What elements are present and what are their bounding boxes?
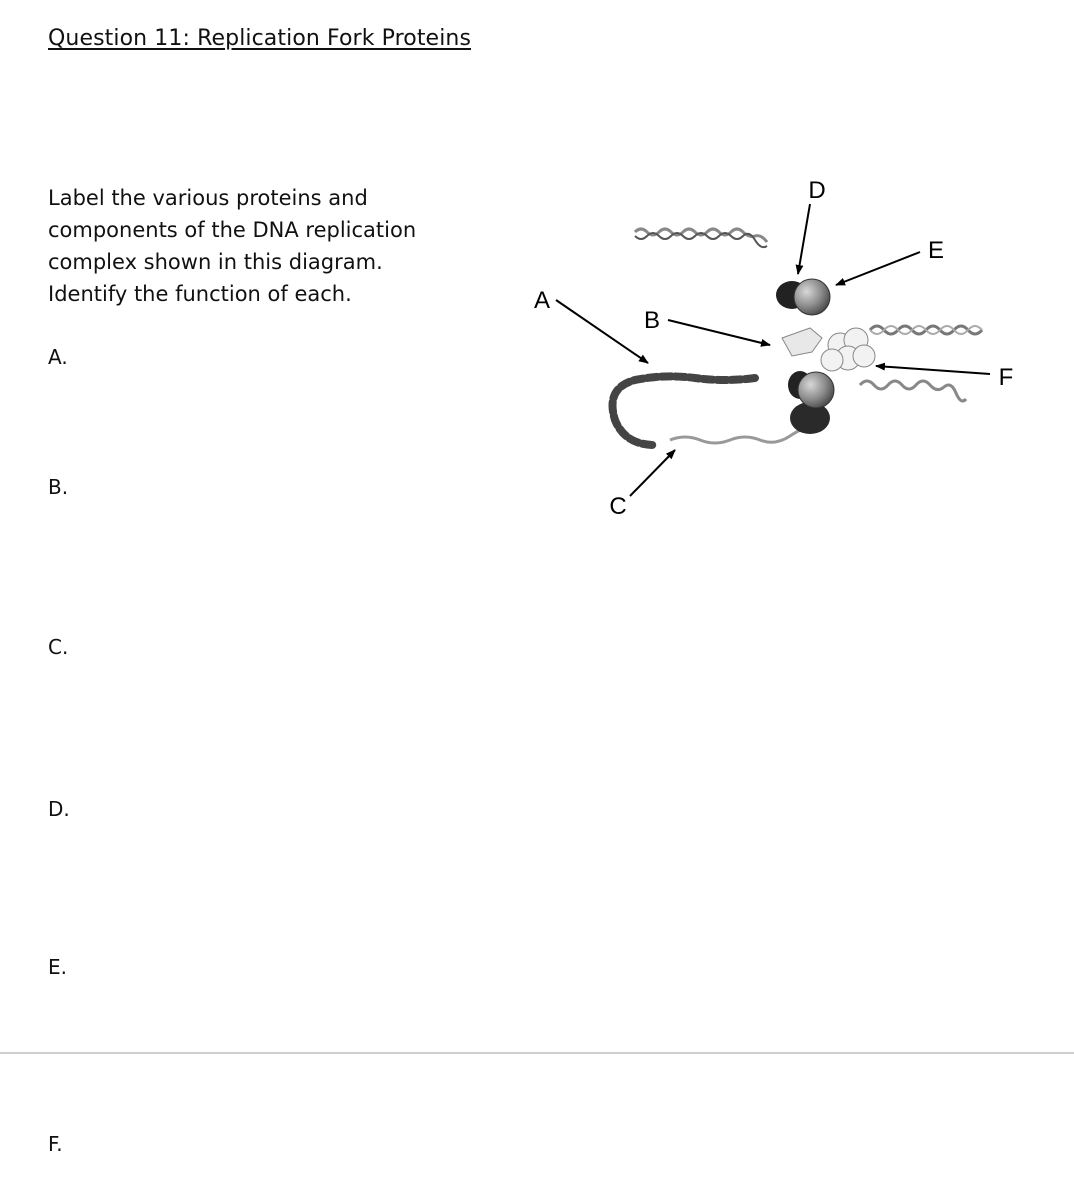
arrow-f: [876, 366, 990, 374]
replication-fork-diagram: [520, 170, 1050, 530]
upper-dna-strand: [635, 229, 767, 242]
diagram-label-a: A: [533, 287, 551, 314]
question-title: Question 11: Replication Fork Proteins: [48, 26, 472, 51]
lower-polymerase: [798, 372, 834, 408]
answer-label-c: C.: [48, 635, 69, 659]
arrow-c: [630, 450, 675, 496]
diagram-label-b: B: [643, 307, 661, 334]
upper-polymerase: [794, 279, 830, 315]
answer-label-a: A.: [48, 345, 68, 369]
diagram-label-f: F: [998, 364, 1014, 391]
question-instructions: Label the various proteins and components of the DNA replication complex shown in this diagram. Identify the function of each.: [48, 186, 417, 306]
diagram-label-e: E: [927, 237, 945, 264]
diagram-label-c: C: [609, 493, 627, 520]
answer-label-e: E.: [48, 955, 67, 979]
arrow-b: [668, 320, 770, 345]
answer-label-b: B.: [48, 475, 69, 499]
arrow-e: [836, 252, 920, 285]
arrow-d: [798, 204, 810, 274]
answer-label-f: F.: [48, 1132, 63, 1156]
lower-right-strand: [860, 381, 966, 401]
primase-shape: [782, 328, 822, 356]
helicase-shape: [821, 328, 875, 371]
answer-label-d: D.: [48, 797, 70, 821]
section-divider: [0, 1052, 1074, 1054]
lagging-strand-loop: [613, 376, 756, 445]
arrow-a: [556, 300, 648, 363]
diagram-label-d: D: [808, 177, 826, 204]
